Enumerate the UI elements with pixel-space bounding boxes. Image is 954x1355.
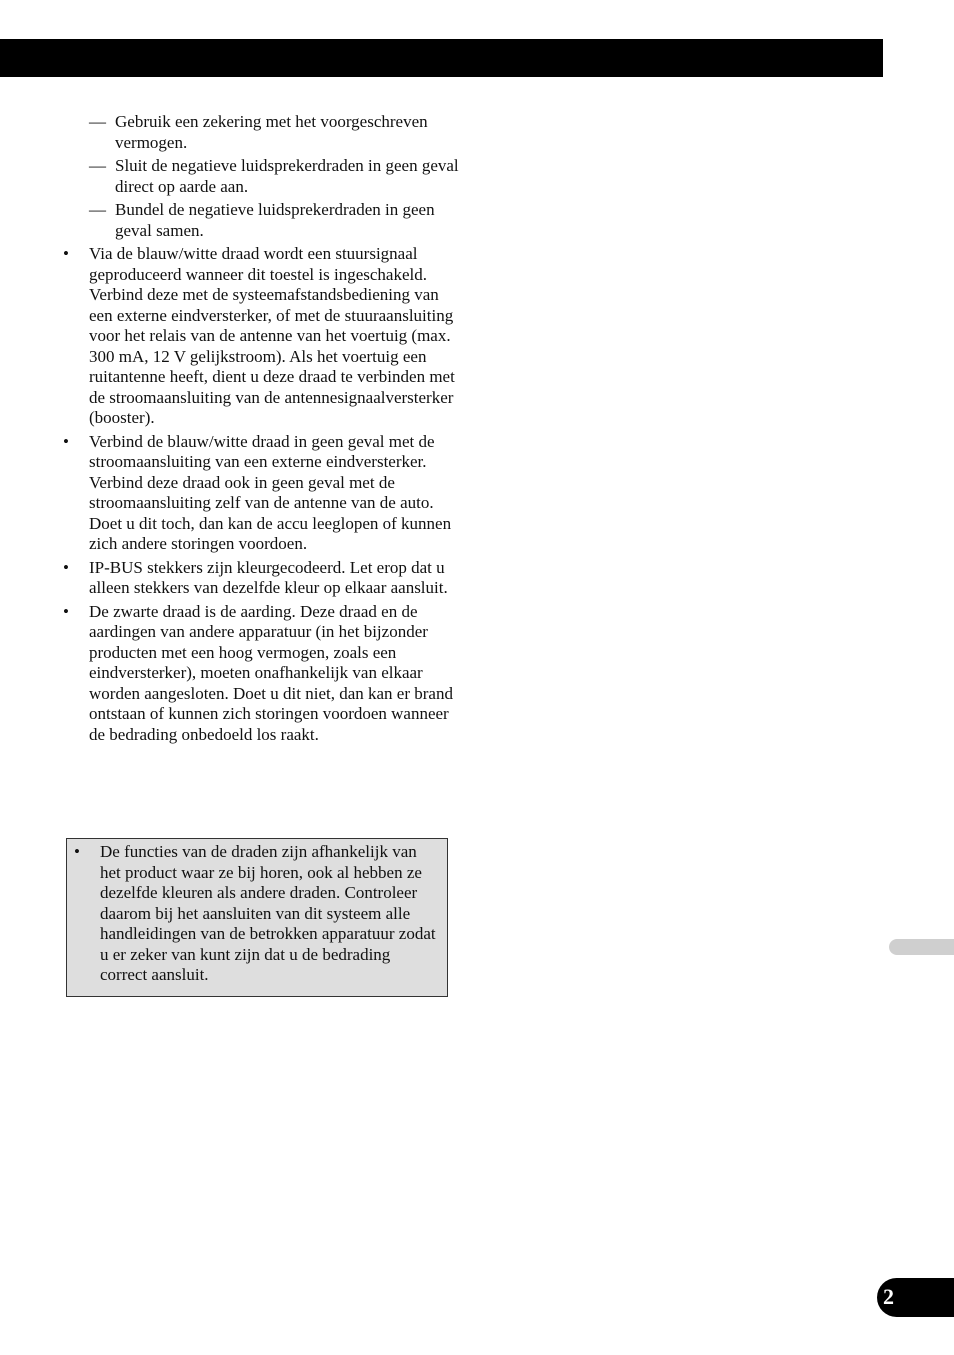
- dash-item-text: Gebruik een zekering met het voorgeschreven vermogen.: [115, 112, 428, 152]
- dash-item-text: Sluit de negatieve luidsprekerdraden in geen geval direct op aarde aan.: [115, 156, 459, 196]
- header-bar: [0, 39, 883, 77]
- bullet-marker: •: [63, 431, 69, 451]
- bullet-list-item: [60, 244, 460, 429]
- page-number-tab: [877, 1278, 954, 1317]
- bullet-list-item: [60, 432, 460, 555]
- bullet-item-text: Via de blauw/witte draad wordt een stuursignaal geproduceerd wanneer dit toestel is ingeschakeld. Verbind deze met de systeemafstandsbediening van een externe eindversterker, of met de stuuraansluiting voor het relais van de antenne van het voertuig (max. 300 mA, 12 V gelijkstroom). Als het voertuig een ruitantenne heeft, dient u deze draad te verbinden met de stroomaansluiting van de antennesignaalversterker (booster).: [89, 244, 455, 427]
- bullet-item-text: Verbind de blauw/witte draad in geen geval met de stroomaansluiting van een externe eindversterker. Verbind deze draad ook in geen geval met de stroomaansluiting zelf van de antenne van de auto. Doet u dit toch, dan kan de accu leeglopen of kunnen zich andere storingen voordoen.: [89, 431, 452, 553]
- bullet-list-item: [60, 558, 460, 599]
- bullet-marker: •: [63, 601, 69, 621]
- page-number: 2: [883, 1284, 894, 1309]
- bullet-marker: •: [63, 557, 69, 577]
- dash-marker: —: [89, 200, 106, 219]
- note-text: De functies van de draden zijn afhankelijk van het product waar ze bij horen, ook al hebben ze dezelfde kleuren als andere draden. Controleer daarom bij het aansluiten van dit systeem alle handleidingen van de betrokken apparatuur zodat u er zeker van kunt zijn dat u de bedrading correct aansluit.: [100, 842, 436, 984]
- bullet-list-item: [60, 602, 460, 746]
- dash-list-item: [60, 200, 460, 241]
- dash-marker: —: [89, 112, 106, 131]
- dash-list-item: [60, 112, 460, 153]
- dash-marker: —: [89, 156, 106, 175]
- dash-item-text: Bundel de negatieve luidsprekerdraden in geen geval samen.: [115, 200, 435, 240]
- section-side-tab: [889, 939, 954, 955]
- main-content: [60, 112, 460, 748]
- bullet-item-text: De zwarte draad is de aarding. Deze draad en de aardingen van andere apparatuur (in het bijzonder producten met een hoog vermogen, zoals een eindversterker), moeten onafhankelijk van elkaar worden aangesloten. Doet u dit niet, dan kan er brand ontstaan of kunnen zich storingen voordoen wanneer de bedrading onbedoeld los raakt.: [89, 601, 453, 744]
- dash-list-item: [60, 156, 460, 197]
- bullet-item-text: IP-BUS stekkers zijn kleurgecodeerd. Let erop dat u alleen stekkers van dezelfde kleur op elkaar aansluit.: [89, 557, 448, 597]
- note-item: [74, 842, 437, 986]
- note-box: [66, 838, 448, 997]
- bullet-marker: •: [63, 244, 69, 263]
- bullet-marker: •: [74, 842, 80, 861]
